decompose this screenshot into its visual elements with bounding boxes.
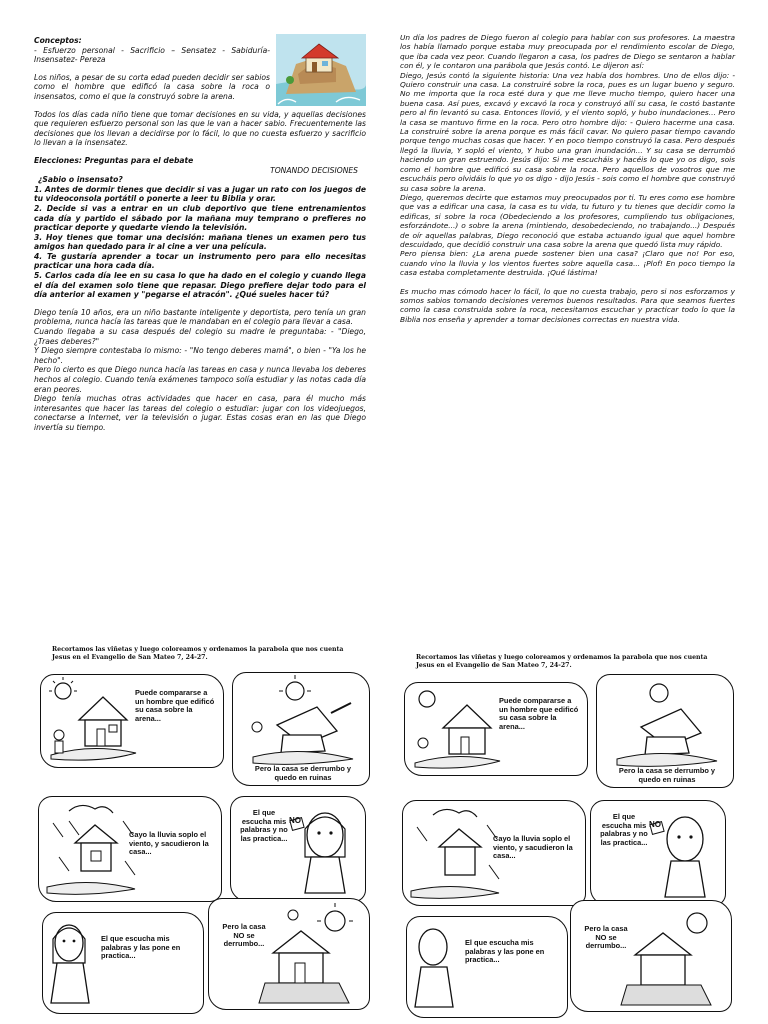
worksheet-header: Recortamos las viñetas y luego coloreamos y ordenamos la parabola que nos cuenta Jesus en el Evangelio de San Mateo 7, 24-27. — [52, 646, 344, 661]
panel-jesus-no — [230, 796, 366, 902]
diego-paragraph-3: Y Diego siempre contestaba lo mismo: - "No tengo deberes mamá", o bien - "Ya los he hecho". — [34, 346, 366, 365]
caption-jesus-practice: El que escucha mis palabras y las pone en practica... — [101, 934, 181, 961]
right-paragraph-3: Diego, queremos decirte que estamos muy preocupados por ti. Tu eres como ese hombre que vas a edificar una casa, la casa es tu vida, tu futuro y tu tienes que decidir como la edificas, si sobre la roca (Obedeciendo a los profesores, cumpliendo tus obligaciones, esforzándote...) o sobre la arena (mintiendo, desobedeciendo, no trabajando...) Después de oír aquellas palabras, Diego reconoció que estaba actuando igual que aquel hombre descuidado, que decidió construir una casa sobre la arena que quedó lista muy rápido. — [400, 192, 735, 249]
caption-house-collapse: Pero la casa se derrumbo y quedo en ruinas — [618, 766, 716, 784]
question-5: 5. Carlos cada día lee en su casa lo que ha dado en el colegio y cuando llega el día del examen solo tiene que repasar. Diego prefiere dejar todo para el día anterior al examen y "pegarse el atracón". ¿Qué sueles hacer tú? — [34, 271, 366, 300]
caption-sand-house: Puede compararse a un hombre que edificó su casa sobre la arena... — [135, 688, 215, 723]
diego-paragraph-1: Diego tenía 10 años, era un niño bastante inteligente y deportista, pero tenía un gran problema, nunca hacía las tareas que le mandaban en el colegio para llevar a casa. — [34, 307, 366, 327]
panel-house-collapse — [232, 672, 370, 786]
panel-house-collapse — [596, 674, 734, 788]
worksheet-right — [400, 654, 740, 965]
sabio-heading: ¿Sabio o insensato? — [38, 175, 123, 185]
caption-rain-wind: Cayo la lluvia soplo el viento, y sacudieron la casa... — [129, 830, 209, 857]
decisions-paragraph: Todos los días cada niño tiene que tomar decisiones en su vida, y aquellas decisiones que requieren esfuerzo personal son las que le van a hacer sabio. Frecuentemente las decisiones que los llevan a decidirse por lo fácil, lo que no cuesta esfuerzo y sacrificio lo llevan a la insensatez. — [34, 109, 366, 148]
diego-paragraph-2: Cuando llegaba a su casa después del colegio su madre le preguntaba: - "Diego, ¿Traes deberes?" — [34, 327, 366, 346]
caption-rock-house: Pero la casa NO se derrumbo... — [222, 922, 266, 949]
panel-jesus-practice — [406, 916, 568, 1018]
elecciones-heading: Elecciones: Preguntas para el debate — [34, 155, 194, 165]
question-4: 4. Te gustaría aprender a tocar un instrumento pero para ello necesitas practicar una hora cada día. — [34, 251, 366, 271]
panel-rain-wind — [402, 800, 586, 906]
panel-rock-house — [570, 900, 732, 1012]
right-paragraph-1: Un día los padres de Diego fueron al colegio para hablar con sus profesores. La maestra los había llamado porque estaba muy preocupada por el rendimiento escolar de Diego, que iba cada vez peor. Cuando llegaron a casa, los padres de Diego se sentaron a hablar con él, y le contaron una parábola que Jesús contó. Le dijeron así: — [400, 33, 735, 71]
caption-house-collapse: Pero la casa se derrumbo y quedo en ruinas — [254, 764, 352, 782]
right-paragraph-5: Es mucho mas cómodo hacer lo fácil, lo que no cuesta trabajo, pero si nos esforzamos y somos sabios tomando decisiones veremos buenos resultados. Para que seamos fuertes como la casa construida sobre la roca, necesitamos escuchar y practicar todo lo que la Biblia nos enseña y aprender a tomar decisiones correctas en nuestra vida. — [400, 286, 735, 324]
right-paragraph-4: Pero piensa bien: ¿La arena puede sostener bien una casa? ¡Claro que no! Por eso, cuando vino la lluvia y los vientos fuertes sobre aquella casa... ¡Plof! En poco tiempo la casa estaba completamente destruida. ¡Qué lástima! — [400, 249, 735, 278]
diego-paragraph-5: Diego tenía muchas otras actividades que hacer en casa, para él mucho más interesantes que hacer las tareas del colegio o estudiar: jugar con los videojuegos, conectarse a Internet, ver la televisión o jugar. Estas cosas eran en las que Diego invertía su tiempo. — [34, 394, 366, 432]
intro-paragraph: Los niños, a pesar de su corta edad pueden decidir ser sabios como el hombre que edificó la casa sobre la roca o insensatos, como el que la construyó sobre la arena. — [34, 72, 270, 101]
tonando-heading: TONANDO DECISIONES — [270, 165, 358, 175]
question-2: 2. Decide si vas a entrar en un club deportivo que tiene entrenamientos cada día y partido el sábado por la mañana muy temprano o prefieres no practicar deporte y quedarte viendo la televisión. — [34, 203, 366, 233]
right-column — [400, 33, 735, 329]
caption-sand-house: Puede compararse a un hombre que edificó su casa sobre la arena... — [499, 696, 579, 731]
conceptos-title: Conceptos: — [34, 36, 82, 45]
no-sign-text: NO — [649, 820, 661, 829]
caption-jesus-practice: El que escucha mis palabras y las pone en practica... — [465, 938, 545, 965]
right-paragraph-2: Diego, Jesús contó la siguiente historia: Una vez había dos hombres. Uno de ellos dijo: - Quiero construir una casa. La construiré sobre la roca, pues es un lugar bueno y seguro. No me importa que la roca esté dura y que me lleve mucho tiempo, quiero hacer una buena casa. Así pues, excavó y excavó la roca y construyó allí su casa, le costó bastante pero al fin levantó su casa. Entonces llovió, y el viento sopló, y hubo inundaciones... Pero la casa se mantuvo firme en la roca. Pero otro hombre dijo: - Quiero hacerme una casa. La construiré sobre la arena porque es más fácil cavar. No quiero pasar tiempo cavando porque tengo muchas cosas que hacer. Y en poco tiempo construyó la casa. Pero después llegó la lluvia, Y sopló el viento, Y hubo una gran inundación... Y su casa se derrumbó haciendo un gran estruendo. Jesús dijo: Si me escucháis y hacéis lo que yo os digo, sois como el hombre que edificó su casa sobre la roca. Pero aquellos de vosotros que me escucháis pero olvidáis lo que yo os digo - dijo Jesús - sois como el hombre que construyó su casa sobre la arena. — [400, 70, 735, 193]
question-3: 3. Hoy tienes que tomar una decisión: mañana tienes un examen pero tus amigos han quedado para ir al cine a ver una película. — [34, 232, 366, 252]
panel-sand-house — [404, 682, 588, 776]
diego-paragraph-4: Pero lo cierto es que Diego nunca hacía las tareas en casa y nunca llevaba los deberes hechos al colegio. Cuando tenía exámenes tampoco solía estudiar y las notas cada día eran peores. — [34, 365, 366, 394]
caption-jesus-no: El que escucha mis palabras y no las practica... — [600, 812, 648, 847]
caption-rain-wind: Cayo la lluvia soplo el viento, y sacudieron la casa... — [493, 834, 573, 861]
caption-jesus-no: El que escucha mis palabras y no las practica... — [240, 808, 288, 843]
panel-jesus-practice — [42, 912, 204, 1014]
panel-rain-wind — [38, 796, 222, 902]
question-1: 1. Antes de dormir tienes que decidir si vas a jugar un rato con los juegos de tu videoconsola portátil o ponerte a leer tu Biblia y orar. — [34, 184, 366, 204]
panel-rock-house — [208, 898, 370, 1010]
conceptos-list: - Esfuerzo personal - Sacrificio – Sensatez - Sabiduría- Insensatez- Pereza — [34, 45, 270, 65]
worksheet-left — [36, 646, 376, 961]
worksheet-header: Recortamos las viñetas y luego coloreamos y ordenamos la parabola que nos cuenta Jesus en el Evangelio de San Mateo 7, 24-27. — [416, 654, 708, 669]
house-on-rock-illustration — [276, 34, 366, 106]
panel-jesus-no — [590, 800, 726, 906]
panel-sand-house — [40, 674, 224, 768]
caption-rock-house: Pero la casa NO se derrumbo... — [584, 924, 628, 951]
no-sign-text: NO — [289, 816, 301, 825]
